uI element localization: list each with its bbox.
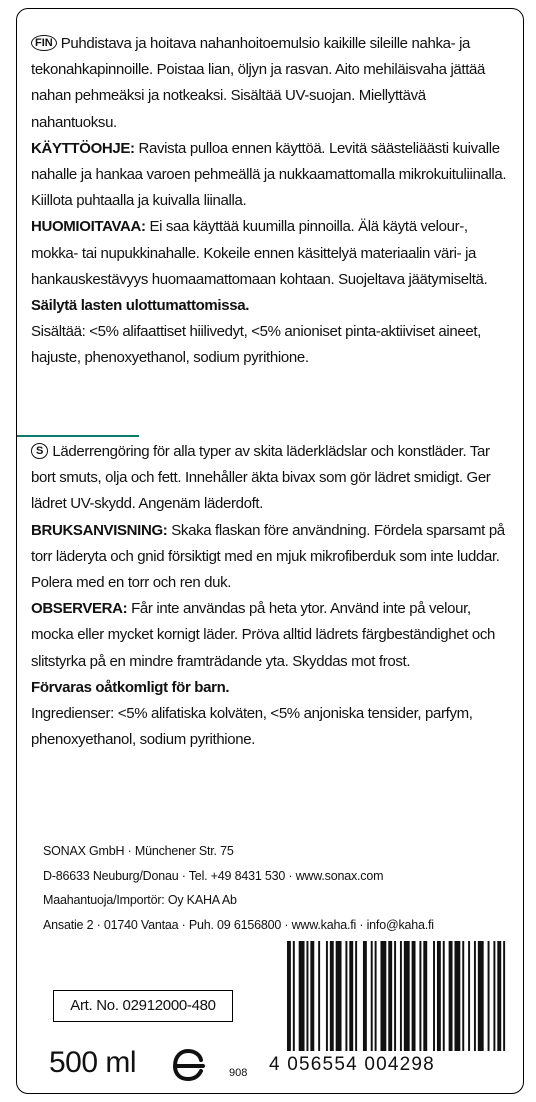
barcode-bar [449, 941, 453, 1051]
fi-children-warning: Säilytä lasten ulottumattomissa. [31, 297, 250, 315]
sv-usage-paragraph [31, 518, 511, 597]
sv-language-badge: S [31, 443, 48, 459]
ean-barcode [287, 941, 509, 1051]
article-number-box: Art. No. 02912000-480 [53, 990, 233, 1022]
sv-ingredients: Ingredienser: <5% alifatiska kolväten, <5% anjoniska tensider, parfym, phenoxyethanol, sodium pyrithione. [31, 705, 473, 749]
barcode-bar [478, 941, 484, 1051]
sv-warning-heading: OBSERVERA: [31, 600, 128, 618]
sv-usage-text: Skaka flaskan före användning. Fördela sparsamt på torr läderyta och gnid försiktigt med en mjuk mikrofiberduk som inte luddar. Polera med en torr och ren duk. [31, 521, 505, 592]
barcode-bar [400, 941, 402, 1051]
barcode-bar [345, 941, 347, 1051]
barcode-bar [462, 941, 464, 1051]
sv-children-warning: Förvaras oåtkomligt för barn. [31, 678, 230, 696]
sv-intro-paragraph [31, 439, 511, 518]
barcode-bar [306, 941, 308, 1051]
barcode-bar [318, 941, 320, 1051]
barcode-bar [388, 941, 392, 1051]
barcode-bar [488, 941, 490, 1051]
barcode-bar [443, 941, 445, 1051]
barcode-bar [375, 941, 377, 1051]
barcode-bar [454, 941, 460, 1051]
fi-warning-heading: HUOMIOITAVAA: [31, 218, 146, 236]
barcode-bar [493, 941, 495, 1051]
estimated-sign-icon [167, 1044, 209, 1084]
swedish-section [31, 439, 511, 753]
fi-warning-paragraph [31, 214, 511, 293]
barcode-bar [310, 941, 314, 1051]
barcode-bar [336, 941, 342, 1051]
barcode-bar [404, 941, 410, 1051]
barcode-bar [299, 941, 305, 1051]
barcode-bar [503, 941, 505, 1051]
barcode-bar [394, 941, 396, 1051]
sv-usage-heading: BRUKSANVISNING: [31, 521, 168, 539]
fi-usage-text: Ravista pulloa ennen käyttöä. Levitä säästeliäästi kuivalle nahalle ja hankaa varoen pehmeällä ja nukkaamattomalla mikrokuituliinalla. Kiillota puhtaalla ja kuivalla liinalla. [31, 139, 507, 210]
barcode-bar [423, 941, 427, 1051]
fi-warning-text: Ei saa käyttää kuumilla pinnoilla. Älä käytä velour-, mokka- tai nupukkinahalle. Kokeile ennen käsittelyä materiaalin väri- ja hankauskestävyys huomaamattomaan kohtaan. Suojeltava jäätymiseltä. [31, 218, 488, 288]
sv-warning-text: Får inte användas på heta ytor. Använd inte på velour, mocka eller mycket kornigt läder. Pröva alltid lädrets färgbeständighet och slitstyrka på en mindre framträdande yta. Skyddas mot frost. [31, 600, 495, 670]
barcode-bar [433, 941, 435, 1051]
volume-label: 500 ml [49, 1046, 137, 1079]
barcode-bar [468, 941, 470, 1051]
manufacturer-address [43, 839, 483, 937]
barcode-bar [287, 941, 291, 1051]
product-label [16, 8, 524, 1094]
barcode-bar [474, 941, 476, 1051]
barcode-digits: 4 056554 004298 [269, 1054, 435, 1075]
barcode-bar [326, 941, 328, 1051]
fi-ingredients: Sisältää: <5% alifaattiset hiilivedyt, <5% anioniset pinta-aktiiviset aineet, hajuste, phenoxyethanol, sodium pyrithione. [31, 323, 481, 367]
barcode-bar [371, 941, 373, 1051]
barcode-bar [349, 941, 353, 1051]
sv-intro-text: Läderrengöring för alla typer av skita läderklädslar och konstläder. Tar bort smuts, olja och fett. Innehåller äkta bivax som gör lädret smidigt. Ger lädret UV-skydd. Angenäm läderdoft. [31, 443, 491, 513]
barcode-bar [412, 941, 416, 1051]
barcode-bar [293, 941, 295, 1051]
fi-usage-heading: KÄYTTÖOHJE: [31, 139, 135, 157]
section-divider [17, 435, 139, 437]
barcode-bar [497, 941, 501, 1051]
barcode-bar [330, 941, 334, 1051]
fi-language-badge: FIN [31, 35, 57, 51]
address-line-3: Maahantuoja/Importör: Oy KAHA Ab [43, 893, 237, 907]
barcode-bar [437, 941, 441, 1051]
address-line-1: SONAX GmbH · Münchener Str. 75 [43, 844, 234, 858]
fi-intro-paragraph [31, 31, 511, 136]
barcode-bar [355, 941, 357, 1051]
barcode-bar [363, 941, 367, 1051]
address-line-4: Ansatie 2 · 01740 Vantaa · Puh. 09 6156800 · www.kaha.fi · info@kaha.fi [43, 917, 434, 932]
batch-code: 908 [229, 1067, 248, 1079]
barcode-bar [419, 941, 421, 1051]
fi-intro-text: Puhdistava ja hoitava nahanhoitoemulsio kaikille sileille nahka- ja tekonahkapinnoille. Poistaa lian, öljyn ja rasvan. Aito mehiläisvaha jättää nahan pehmeäksi ja notkeaksi. Sisältää UV-suojan. Miellyttävä nahantuoksu. [31, 35, 486, 131]
finnish-section [31, 31, 511, 372]
sv-warning-paragraph [31, 596, 511, 675]
address-line-2: D-86633 Neuburg/Donau · Tel. +49 8431 530 · www.sonax.com [43, 868, 384, 883]
barcode-bar [380, 941, 386, 1051]
fi-usage-paragraph [31, 136, 511, 215]
